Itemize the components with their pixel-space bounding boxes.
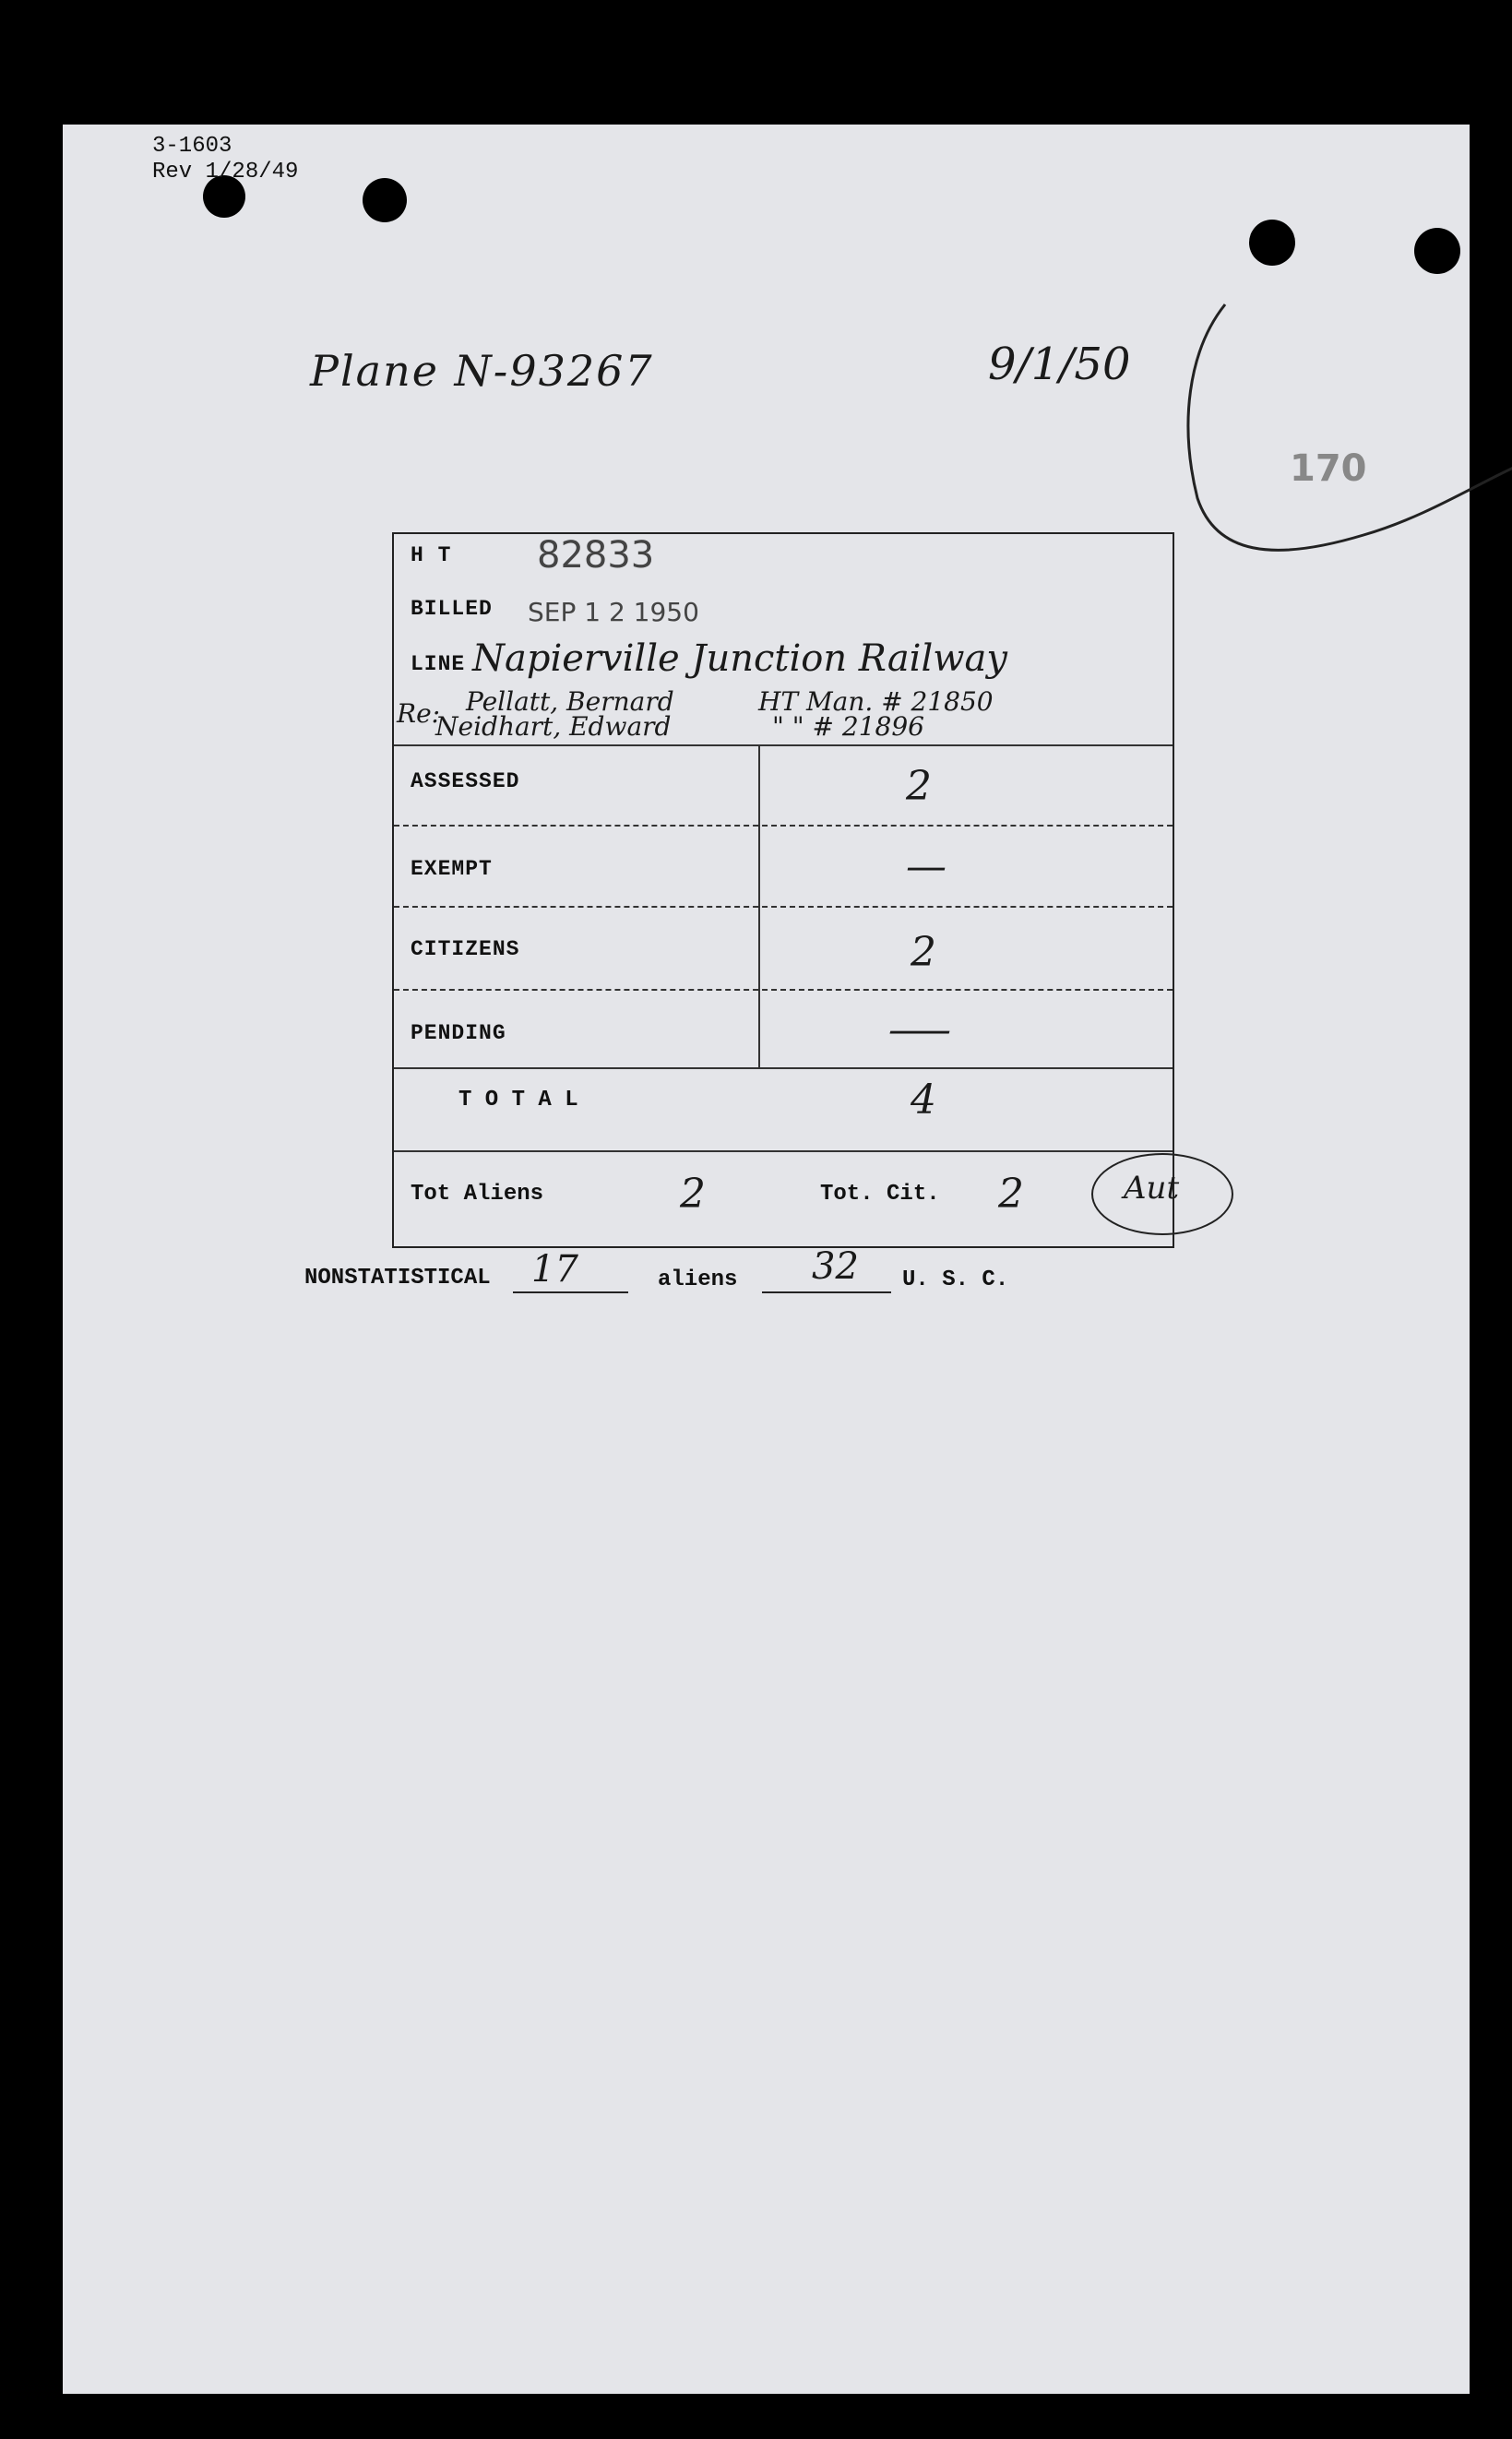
citizens-label: CITIZENS (411, 937, 520, 961)
citizens-value: 2 (911, 929, 936, 976)
manifest-ref: HT Man. # 21850 (758, 686, 994, 717)
manifest-ref: " " # 21896 (772, 711, 924, 742)
form-revision: Rev 1/28/49 (152, 160, 299, 184)
line-label: LINE (411, 652, 466, 676)
exempt-value: — (906, 843, 946, 890)
punch-hole (1414, 228, 1460, 274)
ht-value: 82833 (537, 534, 655, 577)
row-divider (394, 825, 1173, 827)
tally-form (392, 532, 1174, 1248)
billed-date-stamp: SEP 1 2 1950 (528, 597, 699, 627)
aliens-label: aliens (658, 1267, 738, 1292)
ht-label: H T (411, 543, 452, 567)
tot-cit-value: 2 (998, 1171, 1024, 1218)
column-divider (758, 746, 760, 1069)
tot-aliens-label: Tot Aliens (411, 1182, 544, 1207)
re-label: Re: (397, 698, 441, 729)
initials: Aut (1124, 1170, 1180, 1207)
row-divider (394, 1067, 1173, 1069)
row-divider (394, 1150, 1173, 1152)
total-value: 4 (911, 1077, 936, 1124)
row-divider (394, 906, 1173, 908)
exempt-label: EXEMPT (411, 857, 493, 881)
nonstatistical-blank (513, 1291, 628, 1293)
date-handwritten: 9/1/50 (988, 339, 1131, 390)
tot-cit-label: Tot. Cit. (820, 1182, 940, 1207)
assessed-label: ASSESSED (411, 769, 520, 793)
pending-label: PENDING (411, 1021, 506, 1045)
pending-value: — (887, 1006, 953, 1053)
tot-aliens-value: 2 (680, 1171, 706, 1218)
railway-line: Napierville Junction Railway (472, 637, 1007, 680)
punch-hole (363, 178, 407, 222)
document-page (63, 125, 1470, 2394)
plane-number: Plane N-93267 (310, 346, 654, 396)
page-number-stamp: 170 (1290, 447, 1367, 490)
person-name: Neidhart, Edward (435, 711, 672, 742)
row-divider (394, 744, 1173, 746)
punch-hole (1249, 220, 1295, 266)
assessed-value: 2 (906, 763, 932, 810)
usc-value: 32 (812, 1245, 859, 1288)
row-divider (394, 989, 1173, 991)
usc-blank (762, 1291, 891, 1293)
total-label: T O T A L (458, 1088, 578, 1112)
person-name: Pellatt, Bernard (466, 686, 674, 717)
usc-label: U. S. C. (902, 1267, 1009, 1292)
form-number: 3-1603 (152, 134, 232, 159)
nonstatistical-label: NONSTATISTICAL (304, 1266, 491, 1291)
nonstatistical-aliens-value: 17 (531, 1248, 578, 1291)
billed-label: BILLED (411, 597, 493, 621)
